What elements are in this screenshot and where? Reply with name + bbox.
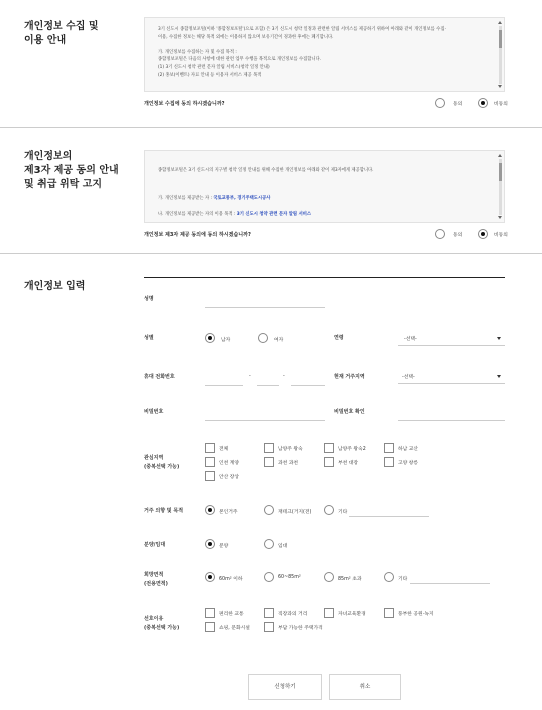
interest-option: 전체: [219, 447, 229, 452]
area-radio[interactable]: [384, 572, 394, 584]
residence-label: 현재 거주지역: [334, 374, 365, 380]
area-radio[interactable]: [264, 572, 274, 584]
chevron-down-icon: [497, 337, 501, 340]
divider: [0, 127, 542, 128]
reason-option: 부담 가능한 주택가격: [278, 626, 323, 631]
intent-option: 재테크(거지(전): [278, 510, 312, 515]
phone-part2-input[interactable]: [257, 385, 279, 386]
interest-checkbox[interactable]: [384, 457, 394, 469]
third-party-intro: 종합정보포털은 3기 신도시의 지구별 청약 일정 안내를 위해 수집한 개인정보를 아래와 같이 제3자에게 제공합니다.: [158, 167, 374, 173]
third-party-disagree-radio[interactable]: [478, 229, 488, 241]
divider: [0, 253, 542, 254]
area-option: 85m² 초과: [338, 577, 362, 582]
intent-option: 본인거주: [219, 510, 238, 515]
collection-terms-text: 3기 신도시 종합정보포털(이하 '종합정보포털')으로 포함) 은 3기 신도시 청약 일정과 관련한 알림 서비스를 제공하기 위하여 아래와 같이 개인정보를 수집· 이용, 수집한 정보는 해당 목적 외에는 이용하지 않으며 보유기간이 경과한 후에는 폐기합니다. 가. 개인정보를 수집하는 자 및 수집 목적 : 종합정보포털은 다음의 사항에 대한 관련 업무 수행을 목적으로 개인정보를 수집합니다. (1) 3기 신도시 청약 관련 문자 알림 서비스(청약 일정 안내) (2) 홍보(이벤트) 자료 안내 등 이용자 서비스 제공 목적: [158, 27, 446, 78]
interest-checkbox[interactable]: [324, 443, 334, 455]
reason-option: 쇼핑, 문화시설: [219, 626, 250, 631]
interest-option: 과천 과천: [278, 461, 299, 466]
residence-select[interactable]: [398, 368, 505, 384]
phone-separator: -: [249, 374, 251, 379]
collection-question: 개인정보 수집에 동의 하시겠습니까?: [144, 101, 225, 107]
purpose-value: 3기 신도시 청약 관련 문자 알림 서비스: [236, 211, 312, 217]
reason-checkbox[interactable]: [324, 608, 334, 620]
intent-other-input[interactable]: [349, 516, 429, 517]
type-label: 분양/임대: [144, 542, 166, 548]
intent-label: 거주 의향 및 목적: [144, 508, 184, 514]
collection-disagree-label: 비동의: [494, 102, 508, 107]
type-radio[interactable]: [264, 539, 274, 551]
interest-checkbox-all[interactable]: [205, 443, 215, 455]
password-confirm-input[interactable]: [398, 420, 505, 421]
reason-option: 자녀교육환경: [338, 612, 366, 617]
reason-checkbox[interactable]: [384, 608, 394, 620]
interest-option: 고양 창릉: [398, 461, 419, 466]
gender-female-label: 여자: [274, 338, 284, 343]
interest-option: 부천 대장: [338, 461, 359, 466]
gender-male-label: 남자: [221, 338, 231, 343]
name-input[interactable]: [205, 307, 325, 308]
third-party-agree-radio[interactable]: [435, 229, 445, 241]
reason-checkbox[interactable]: [205, 622, 215, 634]
section-title-input: 개인정보 입력: [24, 281, 86, 292]
name-label: 성명: [144, 296, 154, 302]
gender-male-radio[interactable]: [205, 333, 215, 345]
reason-option: 직장과의 거리: [278, 612, 308, 617]
third-party-question: 개인정보 제3자 제공 동의에 동의 하시겠습니까?: [144, 232, 251, 238]
intent-radio[interactable]: [324, 505, 334, 517]
interest-checkbox[interactable]: [205, 471, 215, 483]
scroll-up-icon[interactable]: [498, 21, 502, 24]
intent-radio[interactable]: [264, 505, 274, 517]
interest-checkbox[interactable]: [264, 443, 274, 455]
reason-option: 편리한 교통: [219, 612, 244, 617]
gender-label: 성별: [144, 335, 154, 341]
third-party-terms-box[interactable]: [144, 150, 505, 223]
phone-part1-input[interactable]: [205, 385, 243, 386]
area-radio[interactable]: [205, 572, 215, 584]
phone-part3-input[interactable]: [291, 385, 325, 386]
cancel-button[interactable]: 취소: [329, 674, 401, 700]
scrollbar[interactable]: [499, 26, 502, 84]
collection-disagree-radio[interactable]: [478, 98, 488, 110]
scroll-down-icon[interactable]: [498, 85, 502, 88]
gender-female-radio[interactable]: [258, 333, 268, 345]
interest-option: 남양주 왕숙2: [338, 447, 366, 452]
collection-agree-label: 동의: [453, 102, 463, 107]
purpose-prefix: 나. 개인정보를 제공받는 자의 이용 목적 :: [158, 211, 237, 217]
form-top-rule: [144, 277, 505, 278]
age-label: 연령: [334, 335, 344, 341]
recipient-value: 국토교통부, 경기주택도시공사: [213, 196, 271, 202]
area-option: 기타: [398, 577, 408, 582]
interest-option: 안산 장상: [219, 475, 240, 480]
residence-select-value: -선택-: [402, 375, 415, 380]
intent-radio[interactable]: [205, 505, 215, 517]
password-label: 비밀번호: [144, 409, 164, 415]
collection-terms-box[interactable]: [144, 17, 505, 92]
scroll-down-icon[interactable]: [498, 216, 502, 219]
age-select-value: -선택-: [404, 337, 417, 342]
interest-checkbox[interactable]: [384, 443, 394, 455]
area-option: 60~85m²: [278, 575, 301, 580]
reason-label: 선호이유 (중복선택 가능): [144, 616, 180, 631]
third-party-agree-label: 동의: [453, 233, 463, 238]
interest-option: 인천 계양: [219, 461, 240, 466]
scroll-up-icon[interactable]: [498, 154, 502, 157]
type-option: 임대: [278, 544, 288, 549]
area-other-input[interactable]: [410, 583, 490, 584]
intent-option: 기타: [338, 510, 348, 515]
interest-checkbox[interactable]: [205, 457, 215, 469]
interest-checkbox[interactable]: [264, 457, 274, 469]
type-radio[interactable]: [205, 539, 215, 551]
password-input[interactable]: [205, 420, 325, 421]
reason-checkbox[interactable]: [205, 608, 215, 620]
area-radio[interactable]: [324, 572, 334, 584]
phone-separator: -: [283, 374, 285, 379]
recipient-prefix: 가. 개인정보를 제공받는 자 :: [158, 196, 214, 202]
interest-option: 하남 교산: [398, 447, 419, 452]
type-option: 분양: [219, 544, 229, 549]
area-option: 60m² 이하: [219, 577, 243, 582]
section-title-collection: 개인정보 수집 및 이용 안내: [24, 21, 99, 46]
interest-checkbox[interactable]: [324, 457, 334, 469]
reason-checkbox[interactable]: [264, 622, 274, 634]
third-party-disagree-label: 비동의: [494, 233, 508, 238]
submit-button[interactable]: 신청하기: [248, 674, 322, 700]
reason-checkbox[interactable]: [264, 608, 274, 620]
section-title-third-party: 개인정보의 제3자 제공 동의 안내 및 취급 위탁 고지: [24, 151, 119, 190]
scrollbar[interactable]: [499, 159, 502, 215]
age-select[interactable]: [398, 330, 505, 346]
password-confirm-label: 비밀번호 확인: [334, 409, 365, 415]
reason-option: 풍부한 공원·녹지: [398, 612, 434, 617]
area-label: 희망면적 (전용면적): [144, 572, 168, 587]
collection-agree-radio[interactable]: [435, 98, 445, 110]
interest-label: 관심지역 (중복선택 가능): [144, 455, 180, 470]
interest-option: 남양주 왕숙: [278, 447, 303, 452]
chevron-down-icon: [497, 375, 501, 378]
phone-label: 휴대 전화번호: [144, 374, 175, 380]
